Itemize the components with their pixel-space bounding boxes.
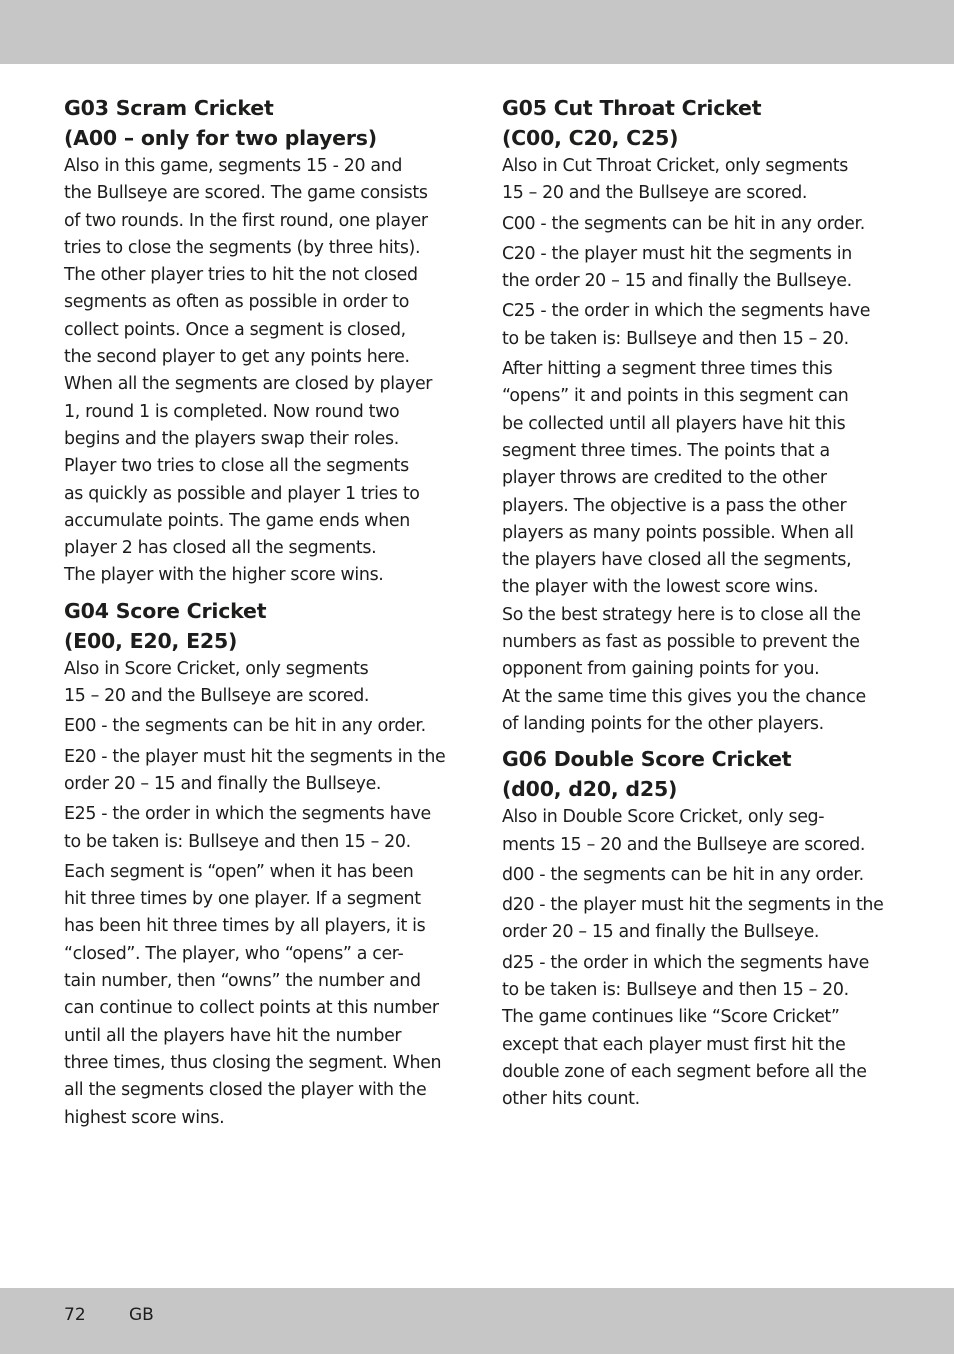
g05-body-line: be collected until all players have hit this bbox=[502, 413, 846, 434]
g04-body-line: all the segments closed the player with the bbox=[64, 1080, 427, 1101]
right-column bbox=[502, 93, 892, 1114]
g06-d25-line: except that each player must first hit the bbox=[502, 1034, 846, 1055]
g05-c00-line: C00 - the segments can be hit in any order. bbox=[502, 213, 865, 234]
g06-d20-line: order 20 – 15 and finally the Bullseye. bbox=[502, 922, 820, 943]
g05-body-line: “opens” it and points in this segment can bbox=[502, 386, 849, 407]
g05-body-line: segment three times. The points that a bbox=[502, 440, 830, 461]
g05-c20-line: the order 20 – 15 and finally the Bullseye. bbox=[502, 271, 852, 292]
g03-line: the second player to get any points here. bbox=[64, 347, 410, 368]
language-code: GB bbox=[129, 1305, 154, 1325]
g04-body-line: highest score wins. bbox=[64, 1107, 225, 1128]
left-column bbox=[64, 93, 456, 1132]
g06-d25-line: double zone of each segment before all the bbox=[502, 1061, 867, 1082]
g04-body-line: hit three times by one player. If a segment bbox=[64, 889, 421, 910]
g05-body-line: players. The objective is a pass the other bbox=[502, 495, 847, 516]
g04-body-line: has been hit three times by all players, it is bbox=[64, 916, 426, 937]
g06-d20-line: d20 - the player must hit the segments in the bbox=[502, 895, 884, 916]
g03-line: The other player tries to hit the not closed bbox=[64, 265, 418, 286]
g04-body-line: tain number, then “owns” the number and bbox=[64, 971, 421, 992]
g05-body-line: So the best strategy here is to close all the bbox=[502, 604, 861, 625]
g03-subtitle: (A00 – only for two players) bbox=[64, 126, 377, 150]
g05-intro-line: 15 – 20 and the Bullseye are scored. bbox=[502, 183, 808, 204]
g06-subtitle: (d00, d20, d25) bbox=[502, 777, 678, 802]
g05-c25-line: C25 - the order in which the segments have bbox=[502, 301, 871, 322]
g04-intro-line: Also in Score Cricket, only segments bbox=[64, 658, 369, 679]
g04-body-line: “closed”. The player, who “opens” a cer- bbox=[64, 943, 404, 964]
g06-d00-line: d00 - the segments can be hit in any order. bbox=[502, 864, 864, 885]
g03-line: as quickly as possible and player 1 tries to bbox=[64, 483, 420, 504]
g04-title: G04 Score Cricket bbox=[64, 598, 267, 623]
g05-intro-line: Also in Cut Throat Cricket, only segments bbox=[502, 156, 848, 176]
g03-line: of two rounds. In the first round, one player bbox=[64, 210, 428, 231]
g04-body-line: Each segment is “open” when it has been bbox=[64, 861, 414, 882]
g05-body-line: opponent from gaining points for you. bbox=[502, 659, 820, 680]
g05-body-line: After hitting a segment three times this bbox=[502, 359, 833, 380]
g05-body-line: At the same time this gives you the chance bbox=[502, 686, 866, 707]
g06-intro-line: ments 15 – 20 and the Bullseye are scored. bbox=[502, 834, 866, 855]
g05-body-line: player throws are credited to the other bbox=[502, 468, 827, 489]
g06-title: G06 Double Score Cricket bbox=[502, 747, 792, 772]
g04-intro-line: 15 – 20 and the Bullseye are scored. bbox=[64, 686, 370, 707]
g05-body-line: the player with the lowest score wins. bbox=[502, 577, 819, 598]
g03-line: The player with the higher score wins. bbox=[64, 565, 384, 586]
g05-c25-line: to be taken is: Bullseye and then 15 – 20. bbox=[502, 328, 849, 349]
g03-line: Also in this game, segments 15 - 20 and bbox=[64, 156, 403, 176]
g03-line: accumulate points. The game ends when bbox=[64, 510, 410, 531]
g03-line: 1, round 1 is completed. Now round two bbox=[64, 401, 400, 422]
g03-line: Player two tries to close all the segments bbox=[64, 456, 409, 477]
g04-e00-line: E00 - the segments can be hit in any order. bbox=[64, 716, 426, 737]
g03-line: When all the segments are closed by player bbox=[64, 374, 433, 395]
g06-d25-line: to be taken is: Bullseye and then 15 – 20. bbox=[502, 980, 849, 1001]
g04-body-line: three times, thus closing the segment. When bbox=[64, 1052, 442, 1073]
g04-body-line: until all the players have hit the number bbox=[64, 1025, 402, 1046]
g03-line: collect points. Once a segment is closed, bbox=[64, 319, 406, 340]
g03-title: G03 Scram Cricket bbox=[64, 96, 274, 120]
g06-intro-line: Also in Double Score Cricket, only seg- bbox=[502, 807, 825, 828]
g03-line: tries to close the segments (by three hits). bbox=[64, 237, 421, 258]
g06-d25-line: other hits count. bbox=[502, 1089, 640, 1110]
header-band bbox=[0, 0, 954, 64]
g05-subtitle: (C00, C20, C25) bbox=[502, 126, 679, 150]
g03-line: player 2 has closed all the segments. bbox=[64, 538, 377, 559]
g04-subtitle: (E00, E20, E25) bbox=[64, 628, 238, 653]
g05-body-line: the players have closed all the segments, bbox=[502, 550, 852, 571]
page-number: 72 bbox=[64, 1305, 86, 1325]
g05-c20-line: C20 - the player must hit the segments in bbox=[502, 243, 852, 264]
g05-body-line: players as many points possible. When all bbox=[502, 522, 854, 543]
g06-d25-line: The game continues like “Score Cricket” bbox=[502, 1007, 840, 1028]
g05-body-line: of landing points for the other players. bbox=[502, 713, 824, 734]
g03-line: the Bullseye are scored. The game consists bbox=[64, 183, 428, 204]
g03-line: begins and the players swap their roles. bbox=[64, 428, 399, 449]
g05-body-line: numbers as fast as possible to prevent the bbox=[502, 632, 860, 653]
g04-e20-line: order 20 – 15 and finally the Bullseye. bbox=[64, 773, 382, 794]
g03-line: segments as often as possible in order to bbox=[64, 292, 410, 313]
g04-body-line: can continue to collect points at this number bbox=[64, 998, 439, 1019]
g06-d25-line: d25 - the order in which the segments have bbox=[502, 952, 869, 973]
g04-e25-line: to be taken is: Bullseye and then 15 – 20. bbox=[64, 831, 411, 852]
g04-e20-line: E20 - the player must hit the segments in the bbox=[64, 746, 446, 767]
g04-e25-line: E25 - the order in which the segments have bbox=[64, 804, 431, 825]
g05-title: G05 Cut Throat Cricket bbox=[502, 96, 762, 120]
